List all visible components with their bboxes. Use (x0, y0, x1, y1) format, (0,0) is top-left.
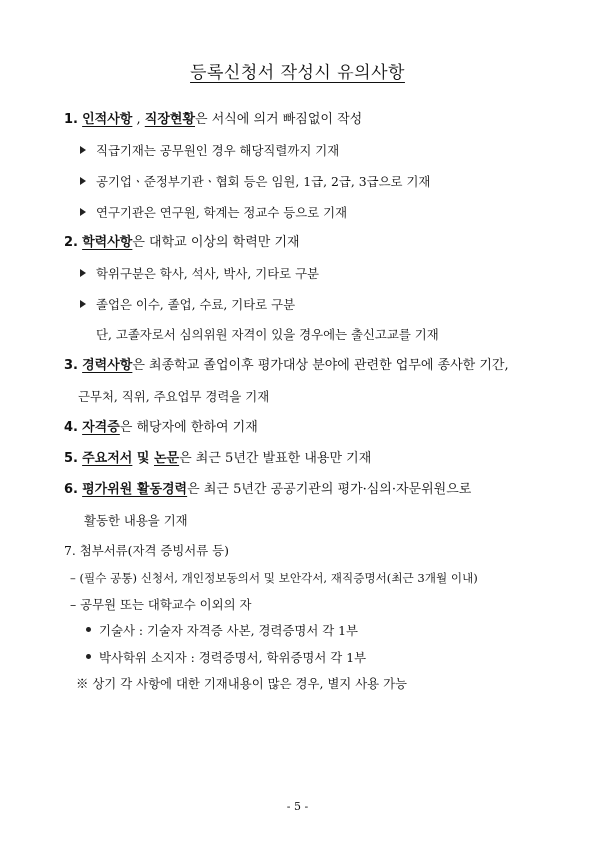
section-1-bullet-3: 연구기관은 연구원, 학계는 정교수 등으로 기재 (80, 205, 347, 221)
triangle-bullet-icon (80, 177, 86, 185)
section-7-dot-1: 기술사 : 기술자 자격증 사본, 경력증명서 각 1부 (86, 623, 358, 639)
section-2-bullet-2: 졸업은 이수, 졸업, 수료, 기타로 구분 (80, 297, 295, 313)
section-7-dash-1: – (필수 공통) 신청서, 개인정보동의서 및 보안각서, 재직증명서(최근 3개월 이내) (70, 571, 478, 585)
dot-bullet-icon (86, 627, 91, 632)
page-title: 등록신청서 작성시 유의사항 (190, 63, 405, 83)
triangle-bullet-icon (80, 269, 86, 277)
section-7-dash-2: – 공무원 또는 대학교수 이외의 자 (70, 597, 252, 612)
section-4-heading: 4. 자격증은 해당자에 한하여 기재 (64, 420, 258, 435)
section-7-note: ※ 상기 각 사항에 대한 기재내용이 많은 경우, 별지 사용 가능 (76, 676, 408, 691)
section-3-heading: 3. 경력사항은 최종학교 졸업이후 평가대상 분야에 관련한 업무에 종사한 기간, (64, 358, 509, 373)
section-2-note: 단, 고졸자로서 심의위원 자격이 있을 경우에는 출신고교를 기재 (96, 327, 439, 342)
section-2-bullet-1: 학위구분은 학사, 석사, 박사, 기타로 구분 (80, 266, 319, 282)
section-1-heading: 1. 인적사항 , 직장현황은 서식에 의거 빠짐없이 작성 (64, 112, 363, 127)
page-number: - 5 - (286, 800, 309, 813)
section-7-heading: 7. 첨부서류(자격 증빙서류 등) (64, 543, 229, 558)
triangle-bullet-icon (80, 146, 86, 154)
section-6-heading: 6. 평가위원 활동경력은 최근 5년간 공공기관의 평가·심의·자문위원으로 (64, 482, 472, 497)
section-1-bullet-1: 직급기재는 공무원인 경우 해당직렬까지 기재 (80, 143, 339, 159)
section-6-continuation: 활동한 내용을 기재 (84, 513, 188, 528)
section-5-heading: 5. 주요저서 및 논문은 최근 5년간 발표한 내용만 기재 (64, 451, 372, 466)
section-1-bullet-2: 공기업ㆍ준정부기관ㆍ협회 등은 임원, 1급, 2급, 3급으로 기재 (80, 174, 430, 190)
dot-bullet-icon (86, 654, 91, 659)
section-7-dot-2: 박사학위 소지자 : 경력증명서, 학위증명서 각 1부 (86, 650, 366, 666)
triangle-bullet-icon (80, 208, 86, 216)
triangle-bullet-icon (80, 300, 86, 308)
section-3-continuation: 근무처, 직위, 주요업무 경력을 기재 (78, 389, 270, 404)
section-2-heading: 2. 학력사항은 대학교 이상의 학력만 기재 (64, 235, 300, 250)
